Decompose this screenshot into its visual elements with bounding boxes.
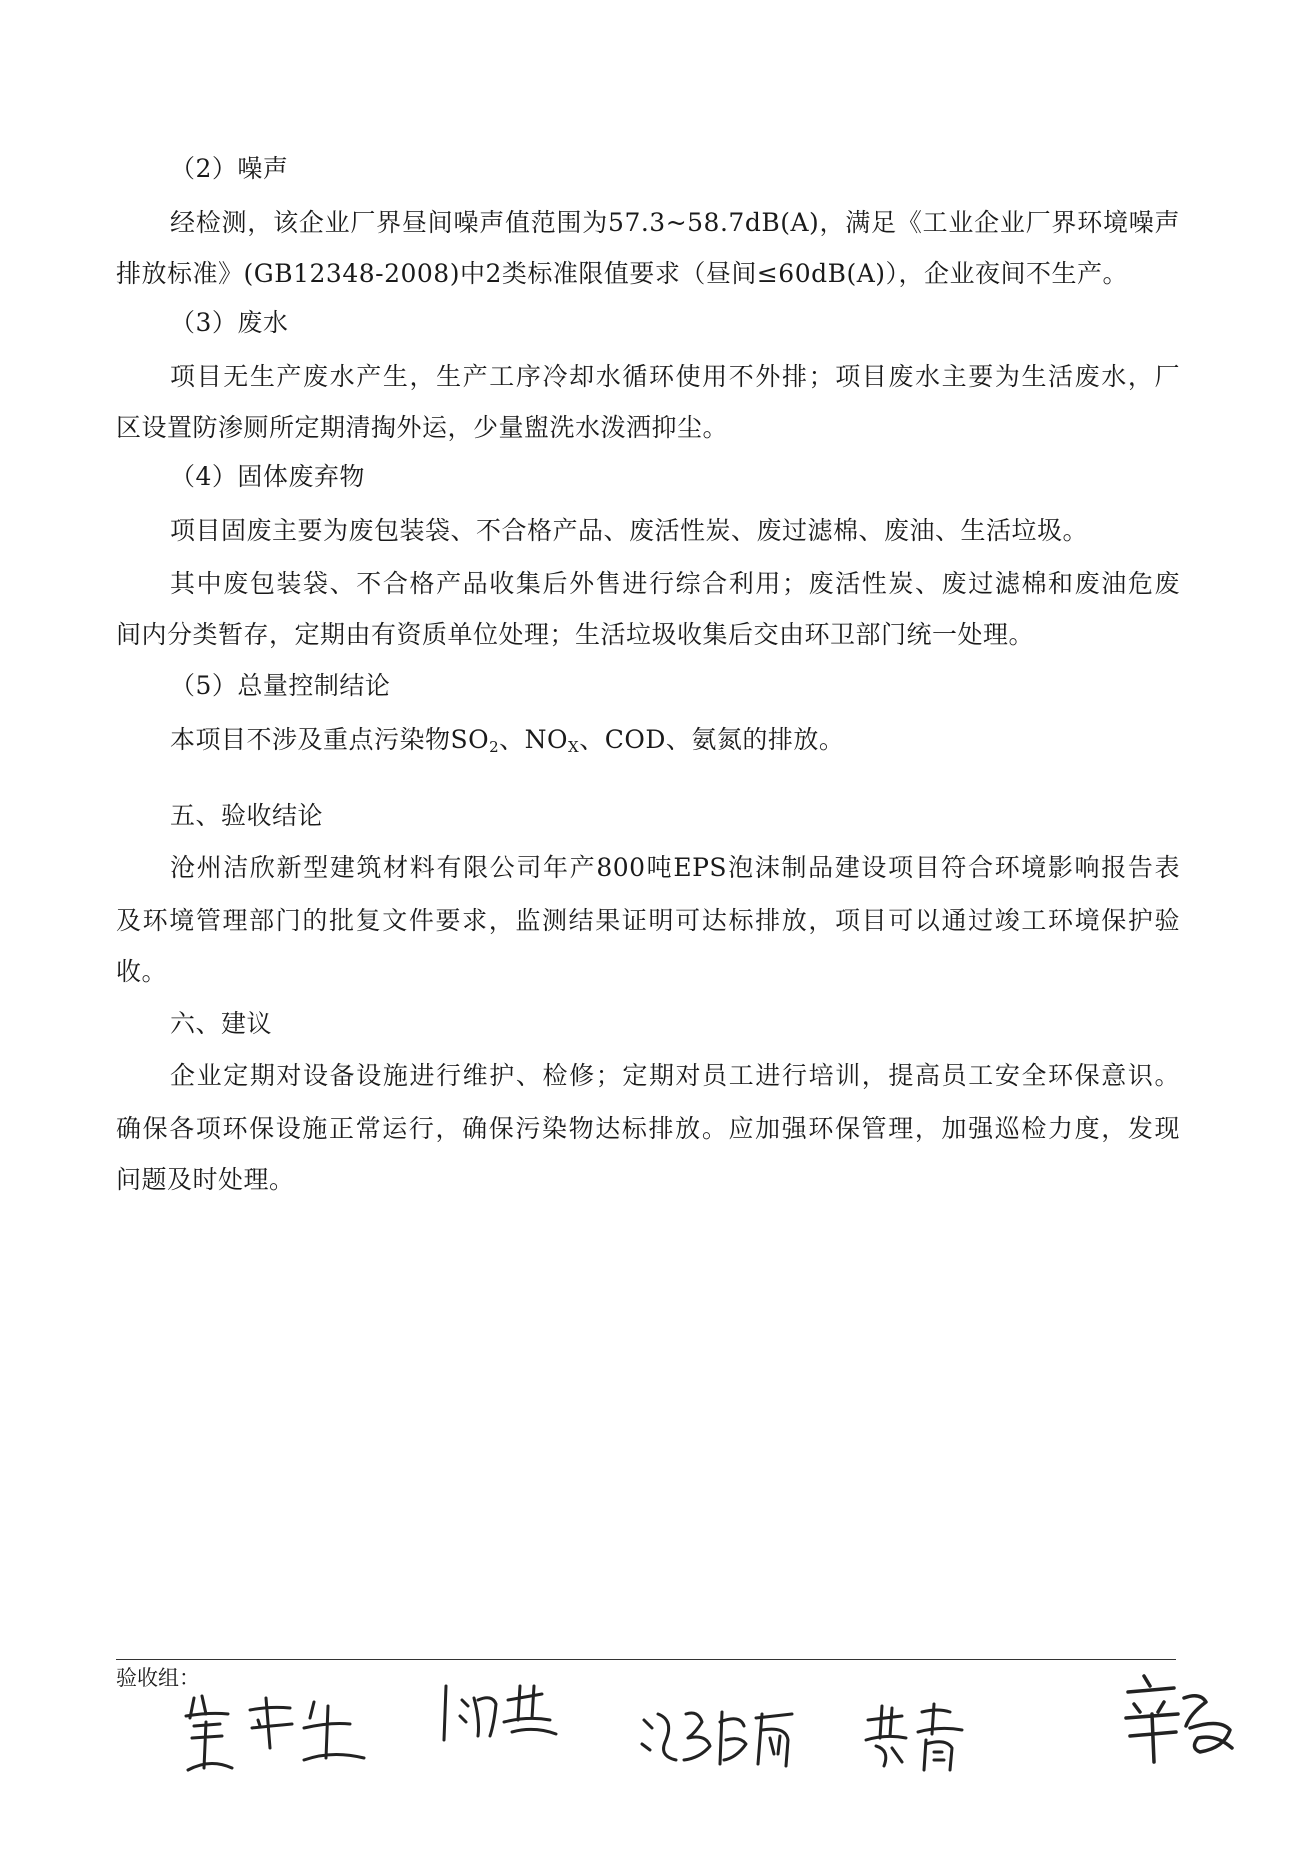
conclusion-text-line-3: 收。 xyxy=(116,957,168,986)
wastewater-text-line-2: 区设置防渗厕所定期清掏外运，少量盥洗水泼洒抑尘。 xyxy=(116,413,729,442)
signature-5 xyxy=(1120,1668,1240,1768)
suggestions-text-line-1: 企业定期对设备设施进行维护、检修；定期对员工进行培训，提高员工安全环保意识。 xyxy=(170,1061,1180,1090)
noise-heading: （2）噪声 xyxy=(170,154,289,183)
solid-waste-text-line-3: 间内分类暂存，定期由有资质单位处理；生活垃圾收集后交由环卫部门统一处理。 xyxy=(116,620,1035,649)
wastewater-heading: （3）废水 xyxy=(170,308,289,337)
total-control-text: 本项目不涉及重点污染物$SO_2$、$NO_X$、COD、氨氮的排放。 xyxy=(170,725,845,756)
solid-waste-text-line-2: 其中废包装袋、不合格产品收集后外售进行综合利用；废活性炭、废过滤棉和废油危废 xyxy=(170,569,1180,598)
acceptance-group-label: 验收组： xyxy=(116,1666,200,1690)
signature-4 xyxy=(862,1700,972,1780)
suggestions-text-line-2: 确保各项环保设施正常运行，确保污染物达标排放。应加强环保管理，加强巡检力度，发现 xyxy=(116,1114,1180,1143)
signature-1 xyxy=(180,1688,380,1778)
conclusion-heading: 五、验收结论 xyxy=(170,801,324,830)
wastewater-text-line-1: 项目无生产废水产生，生产工序冷却水循环使用不外排；项目废水主要为生活废水，厂 xyxy=(170,362,1180,391)
suggestions-text-line-3: 问题及时处理。 xyxy=(116,1165,295,1194)
solid-waste-heading: （4）固体废弃物 xyxy=(170,462,365,491)
suggestions-heading: 六、建议 xyxy=(170,1009,273,1038)
footer-divider xyxy=(116,1659,1176,1660)
solid-waste-text-line-1: 项目固废主要为废包装袋、不合格产品、废活性炭、废过滤棉、废油、生活垃圾。 xyxy=(170,516,1089,545)
conclusion-text-line-2: 及环境管理部门的批复文件要求，监测结果证明可达标排放，项目可以通过竣工环境保护验 xyxy=(116,906,1180,935)
signature-3 xyxy=(636,1700,806,1780)
signature-2 xyxy=(438,1680,568,1750)
noise-text-line-2: 排放标准》(GB12348-2008)中2类标准限值要求（昼间≤60dB(A)），企业夜间不生产。 xyxy=(116,259,1129,288)
conclusion-text-line-1: 沧州洁欣新型建筑材料有限公司年产800吨EPS泡沫制品建设项目符合环境影响报告表 xyxy=(170,853,1180,882)
total-control-heading: （5）总量控制结论 xyxy=(170,671,391,700)
noise-text-line-1: 经检测，该企业厂界昼间噪声值范围为57.3~58.7dB(A)，满足《工业企业厂界环境噪声 xyxy=(170,208,1180,237)
